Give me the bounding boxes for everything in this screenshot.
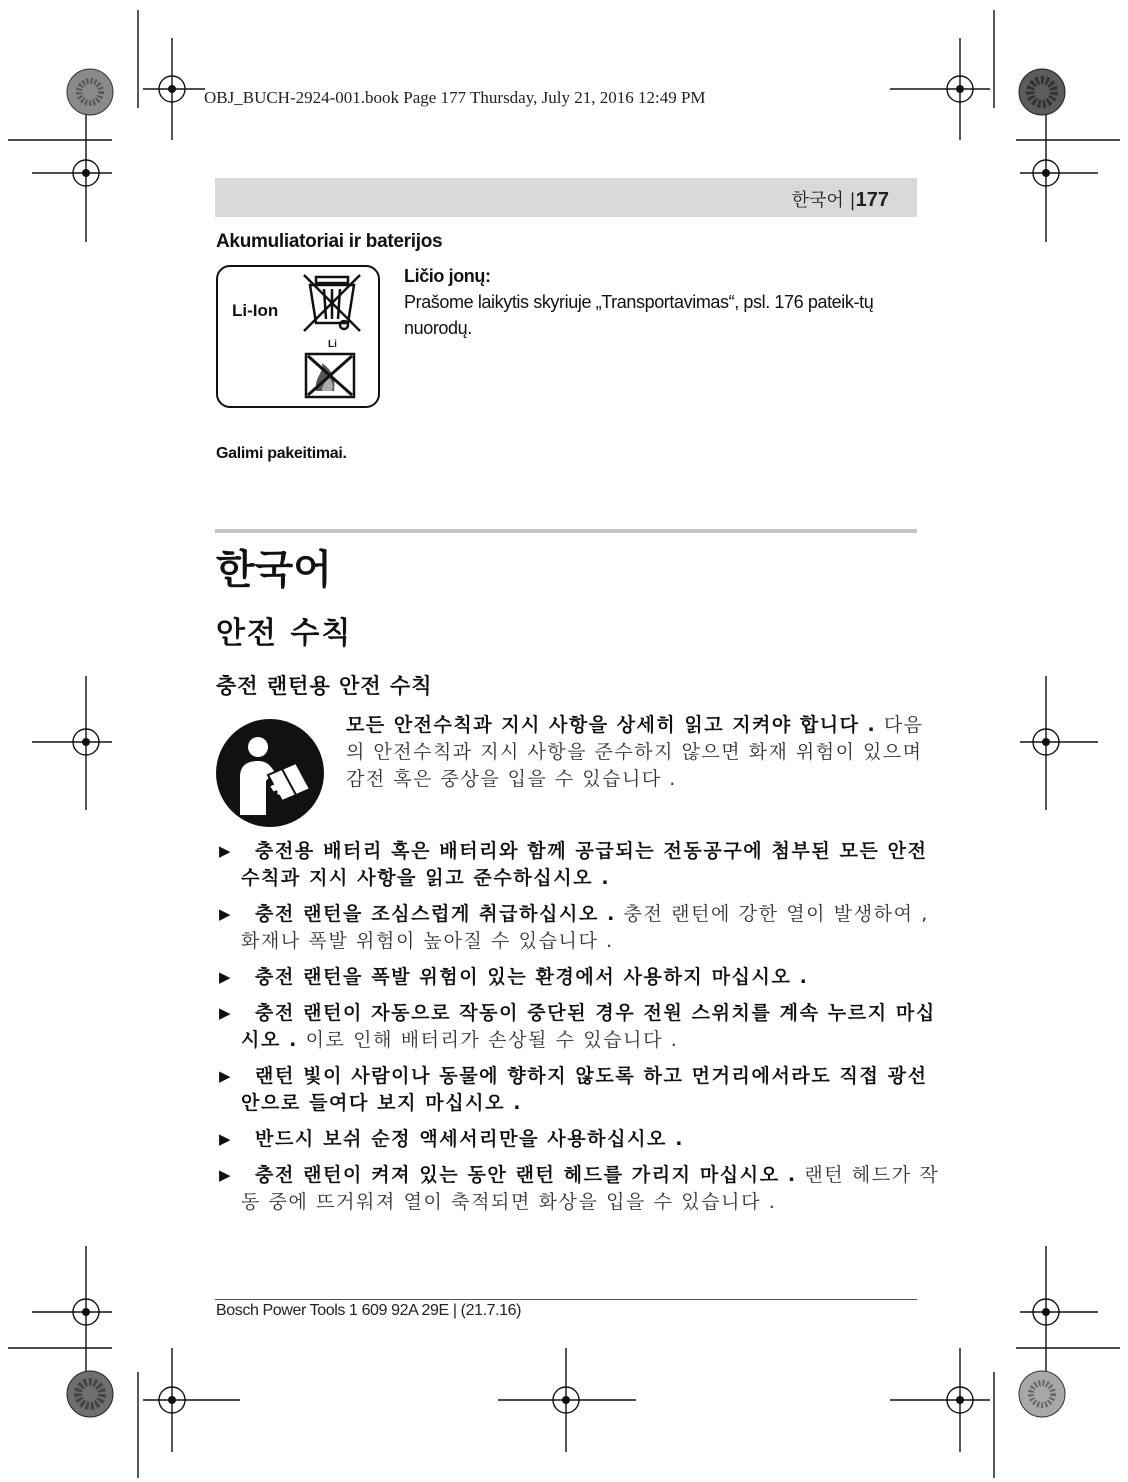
no-fire-icon [306,354,354,397]
language-title: 한국어 [216,547,332,593]
registration-mark-icon [8,1246,112,1380]
list-item [219,838,951,892]
page-footer: Bosch Power Tools 1 609 92A 29E | (21.7.16) [216,1302,522,1319]
list-item [219,1000,951,1054]
read-manual-icon [216,719,324,827]
registration-mark-icon [1020,676,1098,810]
bullet-bold: 충전용 배터리 혹은 배터리와 함께 공급되는 전동공구에 첨부된 모든 안전 수칙과 지시 사항을 읽고 준수하십시오 . [241,840,928,889]
bullet-arrow-icon: ▶ [219,1067,233,1085]
section-divider [215,529,917,533]
changes-note: Galimi pakeitimai. [216,445,347,462]
bullet-arrow-icon: ▶ [219,1004,233,1022]
crossed-bin-icon [216,265,380,408]
bullet-bold: 충전 랜턴을 폭발 위험이 있는 환경에서 사용하지 마십시오 . [255,966,809,988]
bullet-bold: 랜턴 빛이 사람이나 동물에 향하지 않도록 하고 먼거리에서라도 직접 광선 안으로 들여다 보지 마십시오 . [241,1065,928,1114]
bullet-bold: 충전 랜턴을 조심스럽게 취급하십시오 . [255,903,616,925]
bullet-arrow-icon: ▶ [219,905,233,923]
page-header-label [792,186,889,212]
bullet-bold: 반드시 보쉬 순정 액세서리만을 사용하십시오 . [255,1128,685,1150]
li-ion-label: Li-Ion [232,301,279,320]
li-ion-info [404,263,924,341]
disposal-symbol-box [216,265,380,408]
general-warning-bold: 모든 안전수칙과 지시 사항을 상세히 읽고 지켜야 합니다 . [346,714,877,736]
general-warning-text: 다음의 안전수칙과 지시 사항을 준수하지 않으면 화재 위험이 있으며 감전 혹은 중상을 입을 수 있습니다 . [346,714,924,790]
print-header: OBJ_BUCH-2924-001.book Page 177 Thursday, July 21, 2016 12:49 PM [204,88,706,107]
list-item [219,1162,951,1216]
list-item [219,901,951,955]
li-ion-text: Prašome laikytis skyriuje „Transportavimas“, psl. 176 pateik-tų nuorodų. [404,292,874,338]
registration-mark-icon [1016,110,1120,242]
page-header-language: 한국어 [791,190,844,211]
registration-mark-icon [1016,1246,1120,1380]
registration-mark-icon [890,1348,990,1452]
page-number: 177 [855,189,889,211]
bullet-arrow-icon: ▶ [219,968,233,986]
registration-mark-icon [143,1348,240,1452]
bullet-bold: 충전 랜턴이 켜져 있는 동안 랜턴 헤드를 가리지 마십시오 . [255,1164,797,1186]
color-wheel-icon [67,69,113,115]
footer-divider [215,1299,917,1300]
bullet-arrow-icon: ▶ [219,1166,233,1184]
bullet-text: 랜턴 헤드가 작동 중에 뜨거워져 열이 축적되면 화상을 입을 수 있습니다 . [241,1164,940,1213]
bullet-arrow-icon: ▶ [219,842,233,860]
bullet-bold: 충전 랜턴이 자동으로 작동이 중단된 경우 전원 스위치를 계속 누르지 마십시오 . [241,1002,936,1051]
li-ion-subheading: Ličio jonų: [404,266,491,286]
bullet-text: 충전 랜턴에 강한 열이 발생하여 , 화재나 폭발 위험이 높아질 수 있습니다 . [241,903,929,952]
page-header-bar [215,178,917,217]
battery-section-heading: Akumuliatoriai ir baterijos [216,231,443,252]
color-wheel-icon [1019,1371,1065,1417]
bullet-text: 이로 인해 배터리가 손상될 수 있습니다 . [297,1029,679,1051]
bullet-arrow-icon: ▶ [219,1130,233,1148]
registration-mark-icon [8,110,112,242]
lantern-safety-title: 충전 랜턴용 안전 수칙 [216,674,433,698]
registration-mark-icon [890,38,990,140]
page-header-separator: | [849,190,856,211]
registration-mark-icon [32,676,112,810]
list-item [219,964,951,991]
color-wheel-icon [1019,69,1065,115]
safety-bullet-list [219,838,951,1225]
list-item [219,1063,951,1117]
general-warning [346,712,938,793]
li-small-label: Li [328,339,337,350]
safety-title: 안전 수칙 [216,616,353,651]
color-wheel-icon [67,1371,113,1417]
list-item [219,1126,951,1153]
